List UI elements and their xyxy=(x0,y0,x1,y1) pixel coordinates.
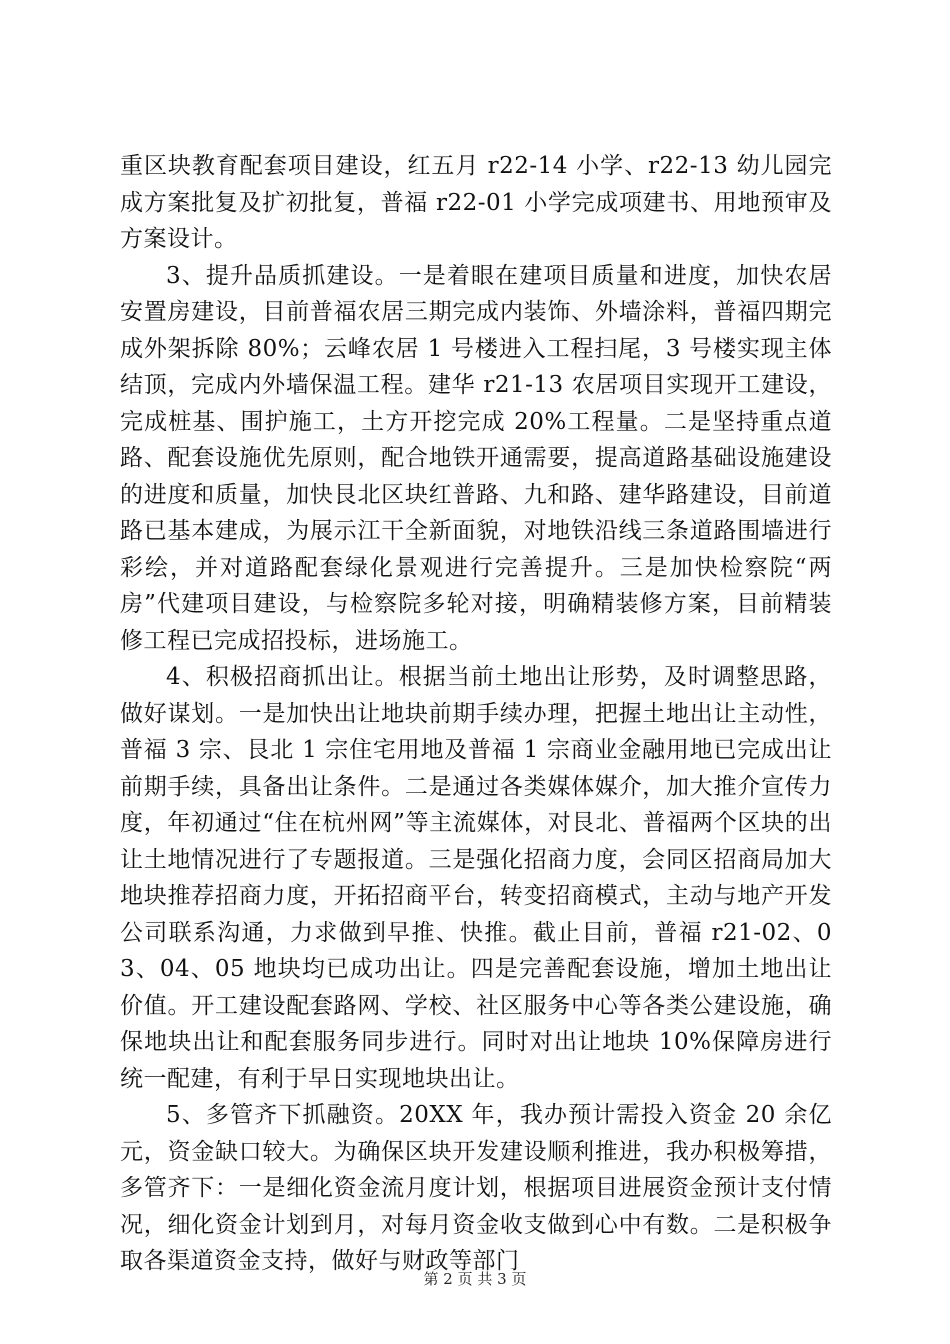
page-footer: 第 2 页 共 3 页 xyxy=(423,1270,527,1288)
document-body xyxy=(120,148,832,1280)
paragraph-section-3: 3、提升品质抓建设。一是着眼在建项目质量和进度，加快农居安置房建设，目前普福农居三期完成内装饰、外墙涂料，普福四期完成外架拆除 80%；云峰农居 1 号楼进入工程扫尾，3 号楼实现主体结顶，完成内外墙保温工程。建华 r21-13 农居项目实现开工建设，完成桩基、围护施工，土方开挖完成 20%工程量。二是坚持重点道路、配套设施优先原则，配合地铁开通需要，提高道路基础设施建设的进度和质量，加快艮北区块红普路、九和路、建华路建设，目前道路已基本建成，为展示江干全新面貌，对地铁沿线三条道路围墙进行彩绘，并对道路配套绿化景观进行完善提升。三是加快检察院“两房”代建项目建设，与检察院多轮对接，明确精装修方案，目前精装修工程已完成招投标，进场施工。 xyxy=(120,262,832,654)
paragraph-continuation: 重区块教育配套项目建设，红五月 r22-14 小学、r22-13 幼儿园完成方案批复及扩初批复，普福 r22-01 小学完成项建书、用地预审及方案设计。 xyxy=(120,153,832,252)
paragraph-section-5: 5、多管齐下抓融资。20XX 年，我办预计需投入资金 20 余亿元，资金缺口较大。为确保区块开发建设顺利推进，我办积极筹措，多管齐下：一是细化资金流月度计划，根据项目进展资金预计支付情况，细化资金计划到月，对每月资金收支做到心中有数。二是积极争取各渠道资金支持，做好与财政等部门 xyxy=(120,1102,832,1274)
paragraph-section-4: 4、积极招商抓出让。根据当前土地出让形势，及时调整思路，做好谋划。一是加快出让地块前期手续办理，把握土地出让主动性，普福 3 宗、艮北 1 宗住宅用地及普福 1 宗商业金融用地已完成出让前期手续，具备出让条件。二是通过各类媒体媒介，加大推介宣传力度，年初通过“住在杭州网”等主流媒体，对艮北、普福两个区块的出让土地情况进行了专题报道。三是强化招商力度，会同区招商局加大地块推荐招商力度，开拓招商平台，转变招商模式，主动与地产开发公司联系沟通，力求做到早推、快推。截止目前，普福 r21-02、03、04、05 地块均已成功出让。四是完善配套设施，增加土地出让价值。开工建设配套路网、学校、社区服务中心等各类公建设施，确保地块出让和配套服务同步进行。同时对出让地块 10%保障房进行统一配建，有利于早日实现地块出让。 xyxy=(120,664,832,1092)
